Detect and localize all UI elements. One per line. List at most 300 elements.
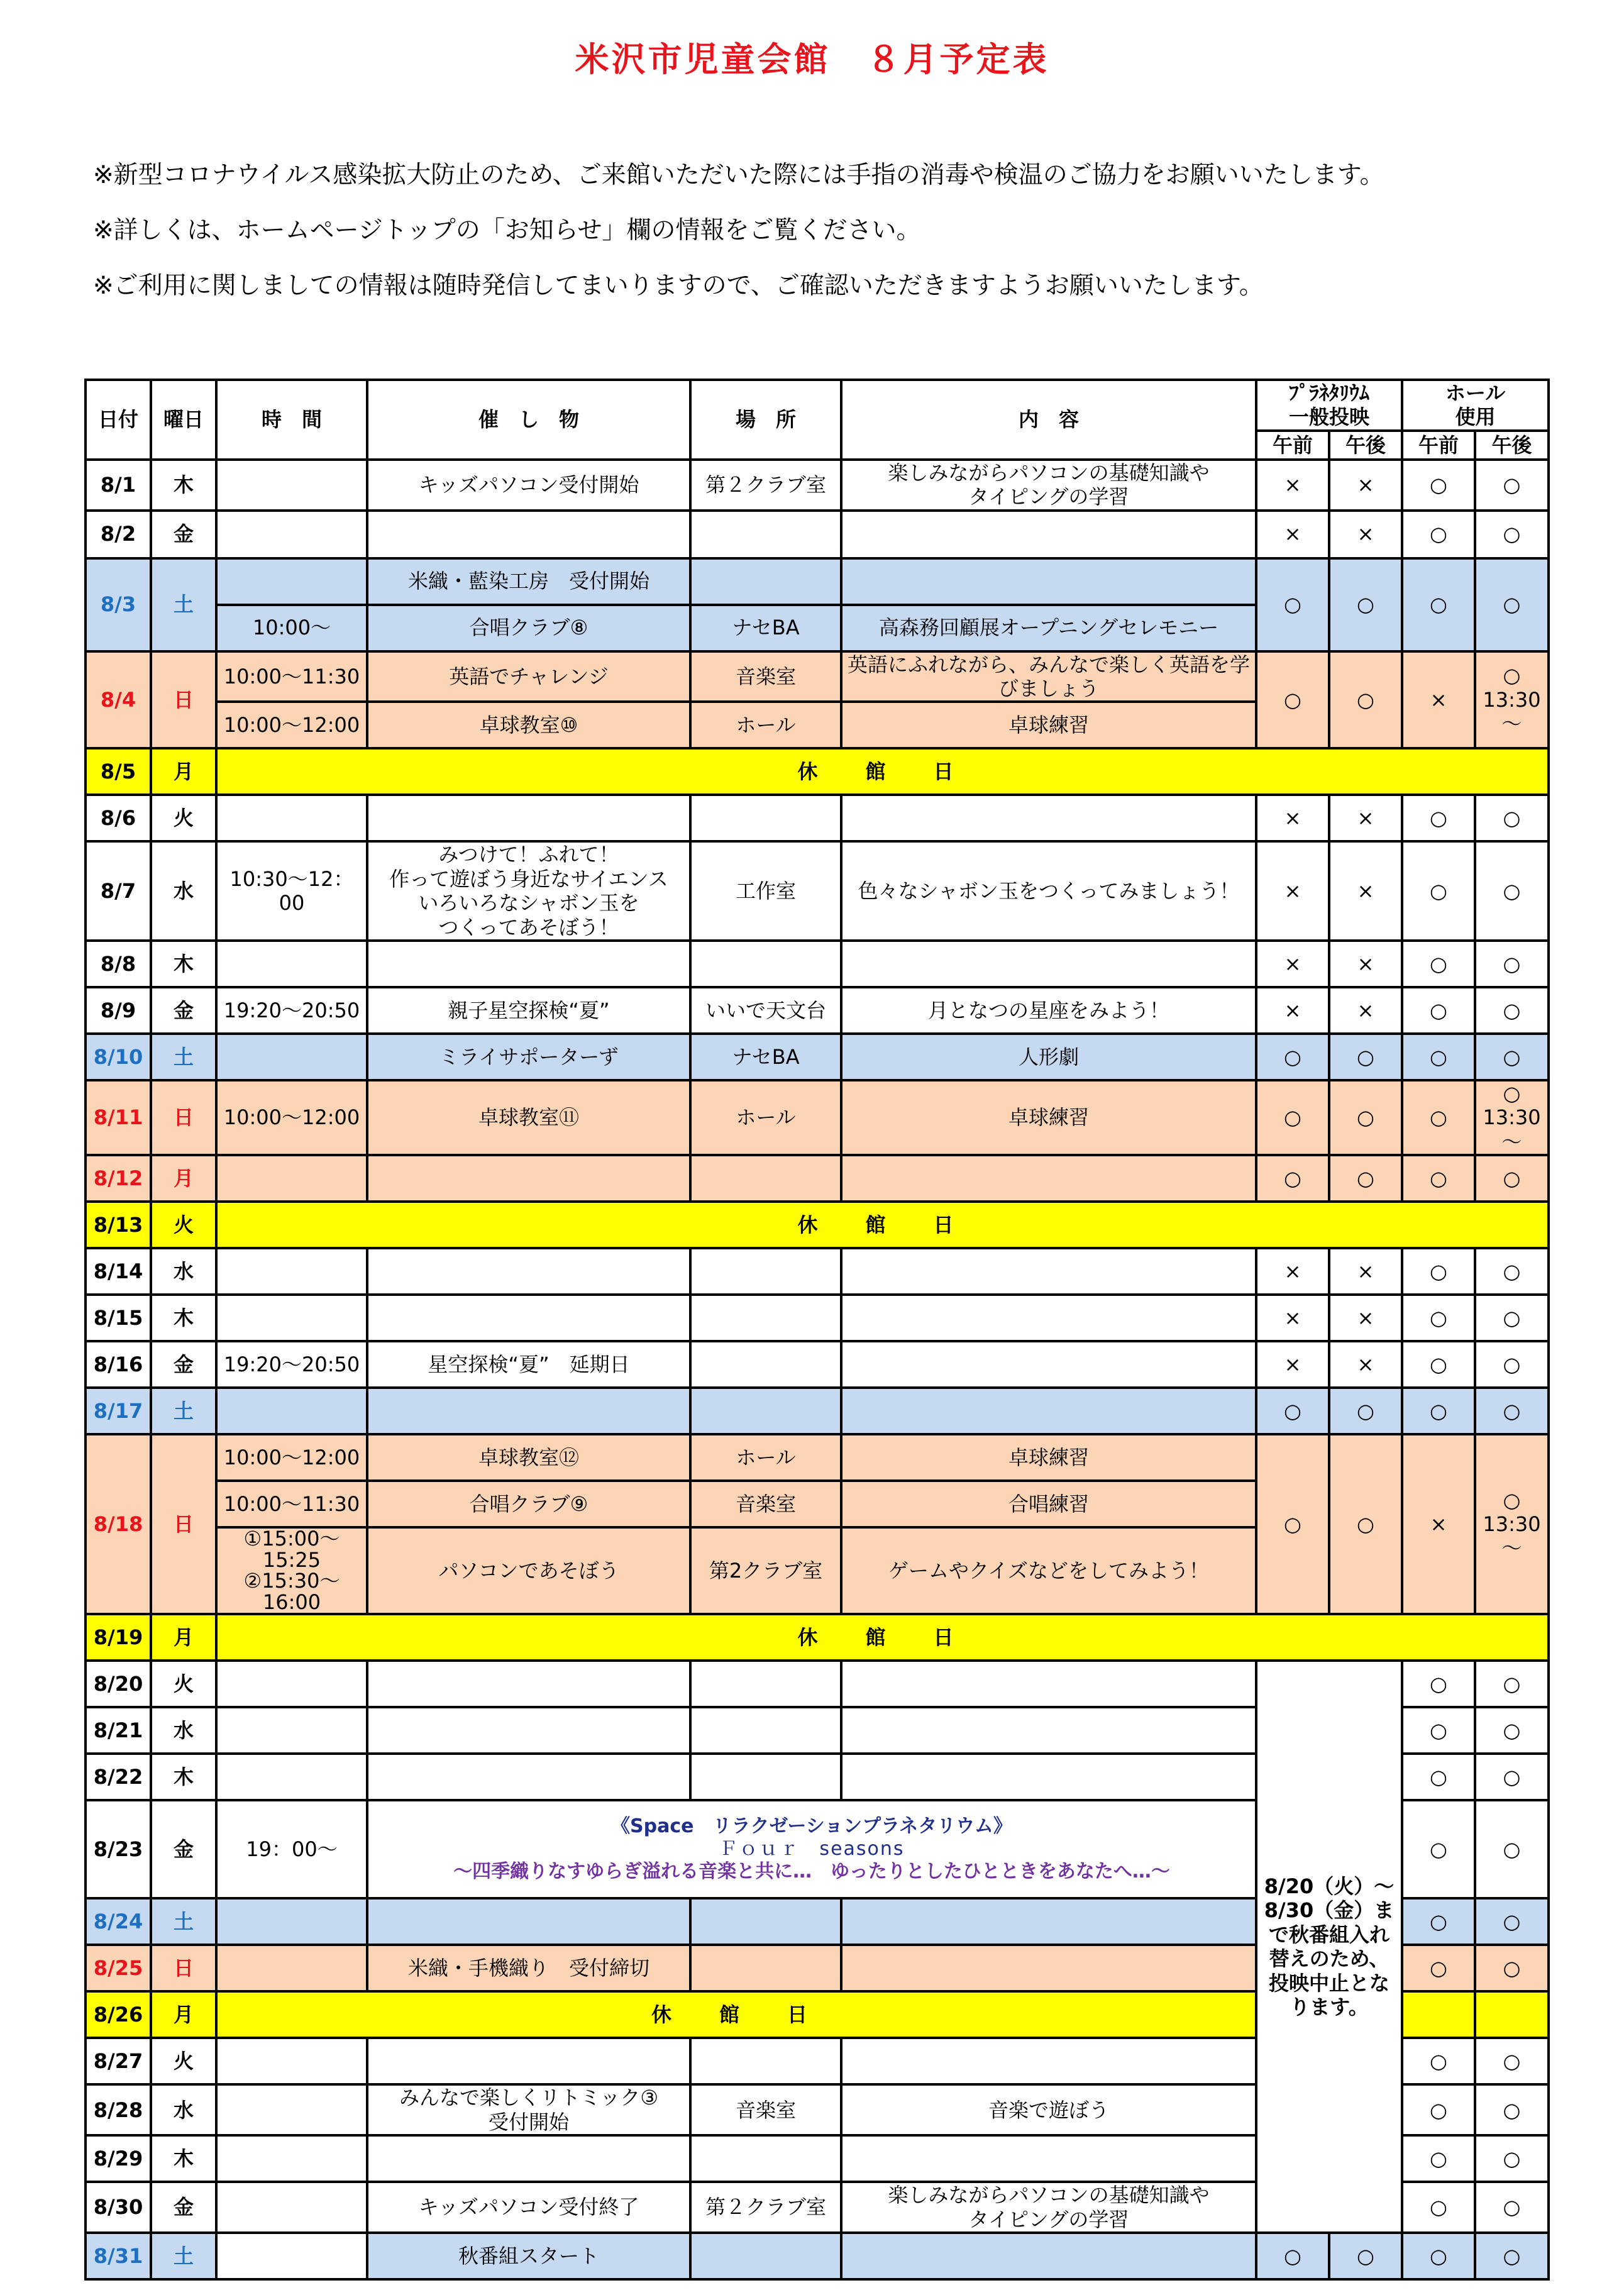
time-cell: 19:20～20:50 xyxy=(216,987,367,1034)
event-cell: ミライサポーターず xyxy=(367,1034,690,1080)
header-planetarium-pm: 午後 xyxy=(1329,431,1402,460)
time-cell xyxy=(216,2135,367,2182)
time-cell xyxy=(216,1248,367,1295)
date-cell: 8/26 xyxy=(86,1991,151,2038)
place-cell: いいで天文台 xyxy=(690,987,841,1034)
event-cell: キッズパソコン受付開始 xyxy=(367,460,690,511)
place-cell xyxy=(690,558,841,605)
event-cell: キッズパソコン受付終了 xyxy=(367,2182,690,2233)
content-cell xyxy=(841,2135,1256,2182)
hall-am-cell: ○ xyxy=(1402,2182,1475,2233)
table-row xyxy=(86,941,1549,987)
header-row xyxy=(86,380,1549,431)
date-cell: 8/10 xyxy=(86,1034,151,1080)
event-cell xyxy=(367,1155,690,1202)
date-cell: 8/18 xyxy=(86,1434,151,1614)
planetarium-am-cell: × xyxy=(1256,511,1329,558)
hall-am-cell: ○ xyxy=(1402,2038,1475,2084)
event-cell: みんなで楽しくリトミック③ 受付開始 xyxy=(367,2084,690,2135)
time-cell xyxy=(216,1661,367,1707)
hall-pm-cell xyxy=(1475,1991,1549,2038)
planetarium-am-cell: ○ xyxy=(1256,2233,1329,2279)
date-cell: 8/19 xyxy=(86,1614,151,1661)
event-cell: 米織・手機織り 受付締切 xyxy=(367,1945,690,1991)
date-cell: 8/17 xyxy=(86,1388,151,1434)
date-cell: 8/31 xyxy=(86,2233,151,2279)
place-cell: 音楽室 xyxy=(690,2084,841,2135)
table-row xyxy=(86,987,1549,1034)
dow-cell: 木 xyxy=(151,1295,216,1341)
place-cell xyxy=(690,2038,841,2084)
planetarium-pm-cell: ○ xyxy=(1329,1388,1402,1434)
planetarium-event-subtitle: Ｆｏｕｒ seasons xyxy=(719,1838,905,1861)
planetarium-am-cell: ○ xyxy=(1256,1155,1329,1202)
time-cell xyxy=(216,1707,367,1754)
hall-pm-cell: ○ xyxy=(1475,941,1549,987)
dow-cell: 土 xyxy=(151,1898,216,1945)
hall-am-cell: ○ xyxy=(1402,795,1475,841)
date-cell: 8/11 xyxy=(86,1080,151,1155)
header-planetarium-am: 午前 xyxy=(1256,431,1329,460)
planetarium-pm-cell: × xyxy=(1329,987,1402,1034)
planetarium-pm-cell: × xyxy=(1329,460,1402,511)
time-cell xyxy=(216,1155,367,1202)
dow-cell: 金 xyxy=(151,511,216,558)
hall-pm-cell: ○ xyxy=(1475,841,1549,941)
event-cell: 米織・藍染工房 受付開始 xyxy=(367,558,690,605)
header-content: 内 容 xyxy=(841,380,1256,460)
hall-pm-cell: ○ xyxy=(1475,2135,1549,2182)
time-cell xyxy=(216,795,367,841)
date-cell: 8/6 xyxy=(86,795,151,841)
planetarium-am-cell: ○ xyxy=(1256,1388,1329,1434)
time-cell: 10:30～12：00 xyxy=(216,841,367,941)
table-row xyxy=(86,1614,1549,1661)
header-hall-am: 午前 xyxy=(1402,431,1475,460)
date-cell: 8/25 xyxy=(86,1945,151,1991)
content-cell: 英語にふれながら、みんなで楽しく英語を学びましょう xyxy=(841,651,1256,702)
place-cell: 第2クラブ室 xyxy=(690,1527,841,1614)
place-cell: ホール xyxy=(690,1434,841,1481)
content-cell xyxy=(841,1898,1256,1945)
dow-cell: 日 xyxy=(151,1434,216,1614)
hall-am-cell: ○ xyxy=(1402,460,1475,511)
hall-pm-cell: ○ xyxy=(1475,1295,1549,1341)
notice-item: ※新型コロナウイルス感染拡大防止のため、ご来館いただいた際には手指の消毒や検温のご協力をお願いいたします。 xyxy=(93,161,1384,189)
content-cell: 合唱練習 xyxy=(841,1481,1256,1527)
planetarium-am-cell: ○ xyxy=(1256,1034,1329,1080)
dow-cell: 木 xyxy=(151,1754,216,1800)
hall-pm-cell: ○ xyxy=(1475,2084,1549,2135)
dow-cell: 火 xyxy=(151,2038,216,2084)
date-cell: 8/5 xyxy=(86,748,151,795)
date-cell: 8/27 xyxy=(86,2038,151,2084)
dow-cell: 土 xyxy=(151,1034,216,1080)
event-cell: 秋番組スタート xyxy=(367,2233,690,2279)
table-row xyxy=(86,1388,1549,1434)
event-cell: 卓球教室⑩ xyxy=(367,702,690,748)
header-hall-pm: 午後 xyxy=(1475,431,1549,460)
date-cell: 8/15 xyxy=(86,1295,151,1341)
content-cell: ゲームやクイズなどをしてみよう！ xyxy=(841,1527,1256,1614)
dow-cell: 日 xyxy=(151,651,216,749)
event-cell xyxy=(367,1661,690,1707)
hall-pm-cell: ○ 13:30 ～ xyxy=(1475,651,1549,749)
time-cell xyxy=(216,1388,367,1434)
dow-cell: 水 xyxy=(151,2084,216,2135)
place-cell: 音楽室 xyxy=(690,1481,841,1527)
content-cell: 卓球練習 xyxy=(841,702,1256,748)
event-cell: みつけて！ふれて！ 作って遊ぼう身近なサイエンス いろいろなシャボン玉を つくってあそぼう！ xyxy=(367,841,690,941)
hall-am-cell: ○ xyxy=(1402,2084,1475,2135)
time-cell xyxy=(216,558,367,605)
planetarium-am-cell: × xyxy=(1256,841,1329,941)
place-cell xyxy=(690,511,841,558)
event-cell xyxy=(367,2038,690,2084)
content-cell xyxy=(841,2038,1256,2084)
hall-am-cell: ○ xyxy=(1402,1388,1475,1434)
dow-cell: 土 xyxy=(151,1388,216,1434)
date-cell: 8/4 xyxy=(86,651,151,749)
date-cell: 8/13 xyxy=(86,1202,151,1248)
hall-am-cell: ○ xyxy=(1402,1341,1475,1388)
header-hall: ホール 使用 xyxy=(1402,380,1549,431)
dow-cell: 金 xyxy=(151,1341,216,1388)
event-cell xyxy=(367,941,690,987)
hall-pm-cell: ○ xyxy=(1475,460,1549,511)
planetarium-am-cell: × xyxy=(1256,941,1329,987)
content-cell: 卓球練習 xyxy=(841,1080,1256,1155)
content-cell: 音楽で遊ぼう xyxy=(841,2084,1256,2135)
planetarium-pm-cell: × xyxy=(1329,1341,1402,1388)
table-row xyxy=(86,748,1549,795)
time-cell: 19：00～ xyxy=(216,1800,367,1898)
event-cell: 親子星空探検“夏” xyxy=(367,987,690,1034)
place-cell xyxy=(690,1248,841,1295)
dow-cell: 火 xyxy=(151,1202,216,1248)
planetarium-pm-cell: × xyxy=(1329,841,1402,941)
date-cell: 8/24 xyxy=(86,1898,151,1945)
table-row xyxy=(86,558,1549,605)
place-cell: 音楽室 xyxy=(690,651,841,702)
place-cell: ホール xyxy=(690,1080,841,1155)
dow-cell: 木 xyxy=(151,941,216,987)
planetarium-pm-cell: ○ xyxy=(1329,558,1402,651)
closed-day-label: 休 館 日 xyxy=(216,748,1549,795)
planetarium-am-cell: × xyxy=(1256,1341,1329,1388)
hall-am-cell: ○ xyxy=(1402,941,1475,987)
content-cell xyxy=(841,795,1256,841)
hall-am-cell: ○ xyxy=(1402,1707,1475,1754)
place-cell: 第２クラブ室 xyxy=(690,2182,841,2233)
time-cell xyxy=(216,1034,367,1080)
hall-am-cell: ○ xyxy=(1402,1661,1475,1707)
time-cell xyxy=(216,460,367,511)
time-cell: 19:20～20:50 xyxy=(216,1341,367,1388)
hall-am-cell: ○ xyxy=(1402,1155,1475,1202)
hall-pm-cell: ○ xyxy=(1475,1341,1549,1388)
table-row xyxy=(86,1295,1549,1341)
hall-am-cell: ○ xyxy=(1402,1295,1475,1341)
hall-pm-cell: ○ xyxy=(1475,795,1549,841)
content-cell xyxy=(841,1155,1256,1202)
hall-pm-cell: ○ 13:30 ～ xyxy=(1475,1080,1549,1155)
closed-day-label: 休 館 日 xyxy=(216,1991,1256,2038)
table-row xyxy=(86,511,1549,558)
place-cell: 工作室 xyxy=(690,841,841,941)
hall-pm-cell: ○ xyxy=(1475,2182,1549,2233)
dow-cell: 水 xyxy=(151,1248,216,1295)
hall-am-cell: × xyxy=(1402,1434,1475,1614)
content-cell xyxy=(841,1341,1256,1388)
table-row xyxy=(86,1080,1549,1155)
planetarium-am-cell: ○ xyxy=(1256,1434,1329,1614)
event-cell: 合唱クラブ⑨ xyxy=(367,1481,690,1527)
hall-pm-cell: ○ xyxy=(1475,2038,1549,2084)
dow-cell: 土 xyxy=(151,2233,216,2279)
time-cell xyxy=(216,2038,367,2084)
notice-list xyxy=(93,148,1384,314)
event-cell xyxy=(367,511,690,558)
dow-cell: 水 xyxy=(151,1707,216,1754)
content-cell xyxy=(841,1248,1256,1295)
planetarium-am-cell: ○ xyxy=(1256,1080,1329,1155)
content-cell: 卓球練習 xyxy=(841,1434,1256,1481)
planetarium-am-cell: × xyxy=(1256,987,1329,1034)
place-cell: ナセBA xyxy=(690,605,841,651)
place-cell xyxy=(690,1341,841,1388)
time-cell: ①15:00～15:25 ②15:30～16:00 xyxy=(216,1527,367,1614)
date-cell: 8/16 xyxy=(86,1341,151,1388)
time-cell xyxy=(216,1945,367,1991)
header-place: 場 所 xyxy=(690,380,841,460)
hall-pm-cell: ○ xyxy=(1475,1754,1549,1800)
content-cell xyxy=(841,511,1256,558)
dow-cell: 日 xyxy=(151,1945,216,1991)
event-cell: 合唱クラブ⑧ xyxy=(367,605,690,651)
hall-am-cell: ○ xyxy=(1402,1800,1475,1898)
place-cell xyxy=(690,1388,841,1434)
planetarium-am-cell: × xyxy=(1256,460,1329,511)
dow-cell: 金 xyxy=(151,2182,216,2233)
planetarium-pm-cell: × xyxy=(1329,795,1402,841)
event-cell xyxy=(367,1295,690,1341)
hall-am-cell: ○ xyxy=(1402,1945,1475,1991)
table-row xyxy=(86,795,1549,841)
place-cell xyxy=(690,795,841,841)
place-cell xyxy=(690,941,841,987)
content-cell xyxy=(841,2233,1256,2279)
dow-cell: 月 xyxy=(151,1155,216,1202)
date-cell: 8/8 xyxy=(86,941,151,987)
table-row xyxy=(86,1155,1549,1202)
event-cell: 卓球教室⑫ xyxy=(367,1434,690,1481)
content-cell: 楽しみながらパソコンの基礎知識や タイピングの学習 xyxy=(841,2182,1256,2233)
event-cell xyxy=(367,1707,690,1754)
hall-pm-cell: ○ xyxy=(1475,1248,1549,1295)
hall-pm-cell: ○ xyxy=(1475,1707,1549,1754)
date-cell: 8/1 xyxy=(86,460,151,511)
place-cell xyxy=(690,1707,841,1754)
closed-day-label: 休 館 日 xyxy=(216,1614,1549,1661)
hall-pm-cell: ○ xyxy=(1475,1034,1549,1080)
content-cell xyxy=(841,1754,1256,1800)
hall-am-cell: ○ xyxy=(1402,511,1475,558)
planetarium-pm-cell: ○ xyxy=(1329,1155,1402,1202)
date-cell: 8/30 xyxy=(86,2182,151,2233)
header-date: 日付 xyxy=(86,380,151,460)
hall-am-cell: × xyxy=(1402,651,1475,749)
content-cell xyxy=(841,1707,1256,1754)
content-cell xyxy=(841,941,1256,987)
hall-pm-cell: ○ xyxy=(1475,511,1549,558)
planetarium-pm-cell: × xyxy=(1329,1248,1402,1295)
planetarium-pm-cell: × xyxy=(1329,511,1402,558)
content-cell: 高森務回顧展オープニングセレモニー xyxy=(841,605,1256,651)
header-planetarium: ﾌﾟﾗﾈﾀﾘｳﾑ 一般投映 xyxy=(1256,380,1402,431)
table-row xyxy=(86,2233,1549,2279)
place-cell xyxy=(690,2135,841,2182)
time-cell: 10:00～11:30 xyxy=(216,651,367,702)
table-row xyxy=(86,1034,1549,1080)
content-cell: 人形劇 xyxy=(841,1034,1256,1080)
notice-item: ※詳しくは、ホームページトップの「お知らせ」欄の情報をご覧ください。 xyxy=(93,216,921,245)
place-cell: 第２クラブ室 xyxy=(690,460,841,511)
planetarium-am-cell: ○ xyxy=(1256,558,1329,651)
time-cell: 10:00～11:30 xyxy=(216,1481,367,1527)
hall-am-cell: ○ xyxy=(1402,2233,1475,2279)
planetarium-am-cell: × xyxy=(1256,1248,1329,1295)
date-cell: 8/3 xyxy=(86,558,151,651)
place-cell xyxy=(690,1155,841,1202)
hall-pm-cell: ○ xyxy=(1475,2233,1549,2279)
dow-cell: 木 xyxy=(151,2135,216,2182)
date-cell: 8/21 xyxy=(86,1707,151,1754)
content-cell xyxy=(841,558,1256,605)
time-cell xyxy=(216,1754,367,1800)
time-cell xyxy=(216,2182,367,2233)
hall-pm-cell: ○ xyxy=(1475,558,1549,651)
place-cell xyxy=(690,1295,841,1341)
time-cell xyxy=(216,941,367,987)
hall-pm-cell: ○ xyxy=(1475,1388,1549,1434)
place-cell xyxy=(690,2233,841,2279)
content-cell xyxy=(841,1388,1256,1434)
planetarium-pm-cell: ○ xyxy=(1329,1434,1402,1614)
planetarium-event-cell xyxy=(367,1800,1256,1898)
hall-pm-cell: ○ 13:30 ～ xyxy=(1475,1434,1549,1614)
table-row xyxy=(86,1661,1549,1707)
dow-cell: 月 xyxy=(151,1991,216,2038)
event-cell: 卓球教室⑪ xyxy=(367,1080,690,1155)
header-time: 時 間 xyxy=(216,380,367,460)
planetarium-suspension-note: 8/20（火）～ 8/30（金）ま で秋番組入れ 替えのため、 投映中止とな ります。 xyxy=(1256,1661,1402,2233)
dow-cell: 月 xyxy=(151,748,216,795)
event-cell xyxy=(367,795,690,841)
hall-am-cell: ○ xyxy=(1402,2135,1475,2182)
time-cell: 10:00～12:00 xyxy=(216,1080,367,1155)
hall-pm-cell: ○ xyxy=(1475,987,1549,1034)
header-dow: 曜日 xyxy=(151,380,216,460)
place-cell xyxy=(690,1898,841,1945)
planetarium-event-title: 《Space リラクゼーションプラネタリウム》 xyxy=(611,1815,1012,1838)
hall-am-cell: ○ xyxy=(1402,1080,1475,1155)
hall-pm-cell: ○ xyxy=(1475,1661,1549,1707)
planetarium-pm-cell: ○ xyxy=(1329,1034,1402,1080)
event-cell: 英語でチャレンジ xyxy=(367,651,690,702)
table-row xyxy=(86,1341,1549,1388)
hall-am-cell xyxy=(1402,1991,1475,2038)
closed-day-label: 休 館 日 xyxy=(216,1202,1549,1248)
place-cell: ナセBA xyxy=(690,1034,841,1080)
planetarium-pm-cell: × xyxy=(1329,1295,1402,1341)
date-cell: 8/2 xyxy=(86,511,151,558)
time-cell: 10:00～12:00 xyxy=(216,702,367,748)
event-cell xyxy=(367,1754,690,1800)
page-title: 米沢市児童会館 ８月予定表 xyxy=(575,40,1049,79)
hall-am-cell: ○ xyxy=(1402,1898,1475,1945)
content-cell xyxy=(841,1295,1256,1341)
planetarium-event-tagline: ～四季織りなすゆらぎ溢れる音楽と共に… ゆったりとしたひとときをあなたへ…～ xyxy=(453,1861,1170,1883)
time-cell xyxy=(216,511,367,558)
dow-cell: 金 xyxy=(151,987,216,1034)
date-cell: 8/14 xyxy=(86,1248,151,1295)
planetarium-am-cell: × xyxy=(1256,1295,1329,1341)
hall-am-cell: ○ xyxy=(1402,987,1475,1034)
event-cell xyxy=(367,2135,690,2182)
hall-pm-cell: ○ xyxy=(1475,1945,1549,1991)
place-cell xyxy=(690,1754,841,1800)
date-cell: 8/29 xyxy=(86,2135,151,2182)
table-row xyxy=(86,651,1549,702)
time-cell xyxy=(216,1295,367,1341)
time-cell xyxy=(216,2233,367,2279)
time-cell xyxy=(216,2084,367,2135)
time-cell xyxy=(216,1898,367,1945)
hall-am-cell: ○ xyxy=(1402,1248,1475,1295)
event-cell: 星空探検“夏” 延期日 xyxy=(367,1341,690,1388)
dow-cell: 火 xyxy=(151,795,216,841)
dow-cell: 月 xyxy=(151,1614,216,1661)
table-row xyxy=(86,841,1549,941)
schedule-table xyxy=(84,379,1550,2281)
date-cell: 8/12 xyxy=(86,1155,151,1202)
content-cell xyxy=(841,1945,1256,1991)
notice-item: ※ご利用に関しましての情報は随時発信してまいりますので、ご確認いただきますようお願いいたします。 xyxy=(93,272,1264,300)
table-row xyxy=(86,460,1549,511)
planetarium-pm-cell: × xyxy=(1329,941,1402,987)
event-cell xyxy=(367,1388,690,1434)
hall-pm-cell: ○ xyxy=(1475,1898,1549,1945)
dow-cell: 金 xyxy=(151,1800,216,1898)
dow-cell: 火 xyxy=(151,1661,216,1707)
place-cell xyxy=(690,1945,841,1991)
event-cell xyxy=(367,1898,690,1945)
hall-am-cell: ○ xyxy=(1402,1034,1475,1080)
table-row xyxy=(86,1434,1549,1481)
content-cell xyxy=(841,1661,1256,1707)
table-row xyxy=(86,1248,1549,1295)
place-cell xyxy=(690,1661,841,1707)
date-cell: 8/7 xyxy=(86,841,151,941)
hall-am-cell: ○ xyxy=(1402,841,1475,941)
planetarium-pm-cell: ○ xyxy=(1329,2233,1402,2279)
planetarium-am-cell: ○ xyxy=(1256,651,1329,749)
planetarium-am-cell: × xyxy=(1256,795,1329,841)
date-cell: 8/9 xyxy=(86,987,151,1034)
header-event: 催 し 物 xyxy=(367,380,690,460)
dow-cell: 木 xyxy=(151,460,216,511)
